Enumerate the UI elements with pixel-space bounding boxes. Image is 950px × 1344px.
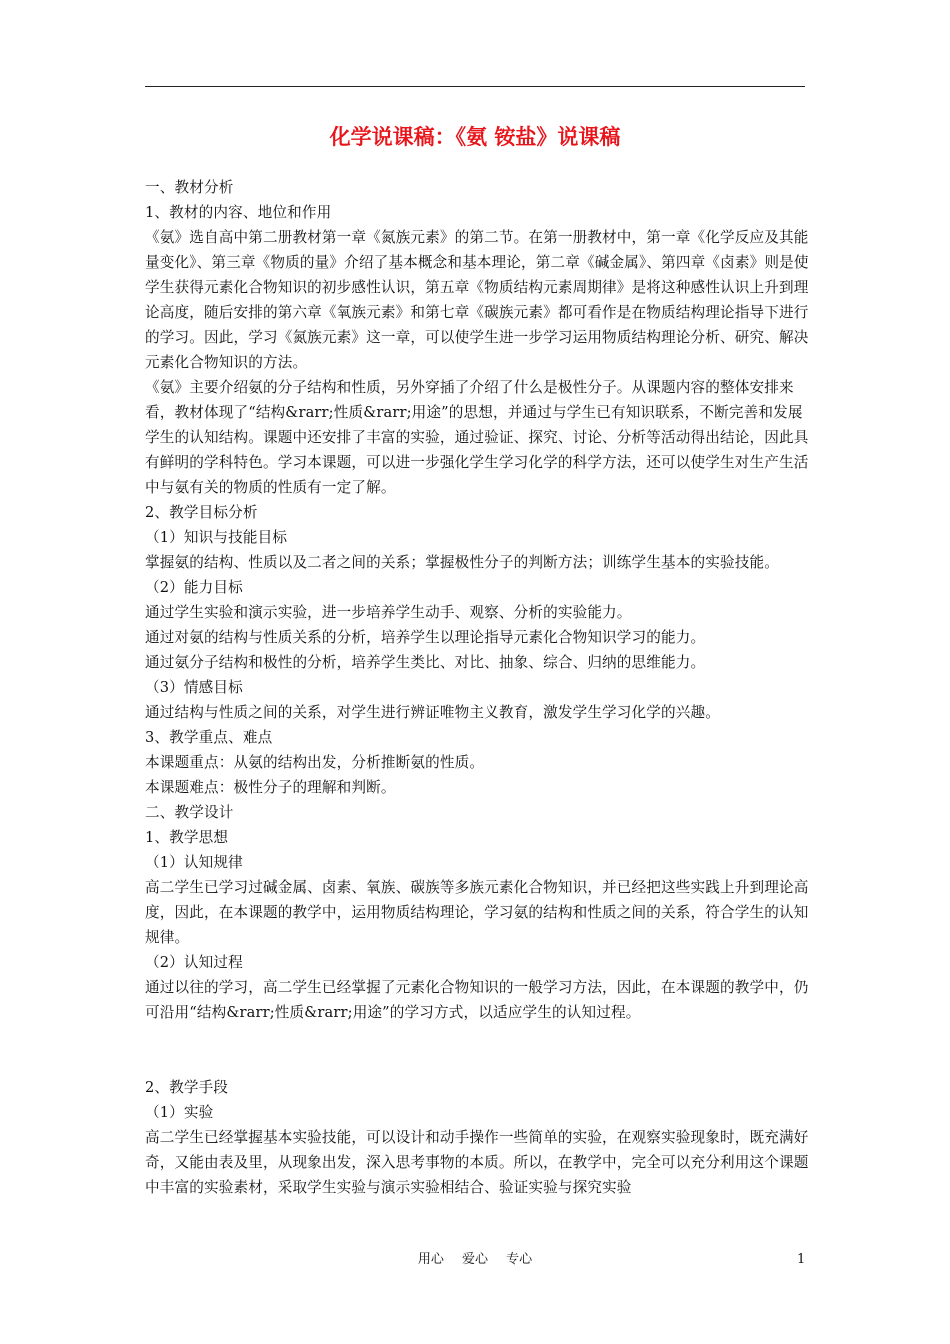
paragraph: 本课题重点：从氨的结构出发，分析推断氨的性质。 xyxy=(145,754,485,771)
paragraph: （1）实验 xyxy=(145,1104,214,1121)
page-footer xyxy=(0,1250,950,1270)
paragraph: 3、教学重点、难点 xyxy=(145,729,273,746)
paragraph: （3）情感目标 xyxy=(145,679,243,696)
document-body xyxy=(145,175,810,1200)
paragraph: （1）认知规律 xyxy=(145,854,243,871)
paragraph: 通过学生实验和演示实验，进一步培养学生动手、观察、分析的实验能力。 xyxy=(145,604,632,621)
paragraph: 通过结构与性质之间的关系，对学生进行辨证唯物主义教育，激发学生学习化学的兴趣。 xyxy=(145,704,721,721)
paragraph: 一、教材分析 xyxy=(145,179,234,196)
paragraph: 2、教学目标分析 xyxy=(145,504,258,521)
page-number: 1 xyxy=(797,1252,806,1267)
paragraph: 通过氨分子结构和极性的分析，培养学生类比、对比、抽象、综合、归纳的思维能力。 xyxy=(145,654,706,671)
paragraph: （1）知识与技能目标 xyxy=(145,529,288,546)
paragraph: 通过对氨的结构与性质关系的分析，培养学生以理论指导元素化合物知识学习的能力。 xyxy=(145,629,706,646)
paragraph: 高二学生已学习过碱金属、卤素、氧族、碳族等多族元素化合物知识，并已经把这些实践上升到理论高度，因此，在本课题的教学中，运用物质结构理论，学习氨的结构和性质之间的关系，符合学生的认知规律。 xyxy=(145,879,809,946)
paragraph: （2）认知过程 xyxy=(145,954,243,971)
paragraph: 《氨》选自高中第二册教材第一章《氮族元素》的第二节。在第一册教材中，第一章《化学反应及其能量变化》、第三章《物质的量》介绍了基本概念和基本理论，第二章《碱金属》、第四章《卤素》则是使学生获得元素化合物知识的初步感性认识，第五章《物质结构元素周期律》是将这种感性认识上升到理论高度，随后安排的第六章《氧族元素》和第七章《碳族元素》都可看作是在物质结构理论指导下进行的学习。因此，学习《氮族元素》这一章，可以使学生进一步学习运用物质结构理论分析、研究、解决元素化合物知识的方法。 xyxy=(145,229,809,371)
document-title: 化学说课稿：《氨 铵盐》说课稿 xyxy=(329,125,621,149)
body-section-bottom xyxy=(145,1075,810,1200)
paragraph-gap xyxy=(145,1025,810,1075)
body-section-top xyxy=(145,175,810,1025)
paragraph: 掌握氨的结构、性质以及二者之间的关系；掌握极性分子的判断方法；训练学生基本的实验技能。 xyxy=(145,554,779,571)
paragraph: 2、教学手段 xyxy=(145,1079,229,1096)
paragraph: 1、教学思想 xyxy=(145,829,229,846)
paragraph: 《氨》主要介绍氨的分子结构和性质，另外穿插了介绍了什么是极性分子。从课题内容的整体安排来看，教材体现了“结构&rarr;性质&rarr;用途”的思想，并通过与学生已有知识联系，不断完善和发展学生的认知结构。课题中还安排了丰富的实验，通过验证、探究、讨论、分析等活动得出结论，因此具有鲜明的学科特色。学习本课题，可以进一步强化学生学习化学的科学方法，还可以使学生对生产生活中与氨有关的物质的性质有一定了解。 xyxy=(145,379,809,496)
paragraph: 二、教学设计 xyxy=(145,804,234,821)
paragraph: （2）能力目标 xyxy=(145,579,243,596)
paragraph: 高二学生已经掌握基本实验技能，可以设计和动手操作一些简单的实验，在观察实验现象时，既充满好奇，又能由表及里，从现象出发，深入思考事物的本质。所以，在教学中，完全可以充分利用这个课题中丰富的实验素材，采取学生实验与演示实验相结合、验证实验与探究实验 xyxy=(145,1129,809,1196)
paragraph: 1、教材的内容、地位和作用 xyxy=(145,204,332,221)
paragraph: 本课题难点：极性分子的理解和判断。 xyxy=(145,779,396,796)
footer-motto: 用心 爱心 专心 xyxy=(417,1252,533,1267)
header-rule xyxy=(145,86,805,87)
paragraph: 通过以往的学习，高二学生已经掌握了元素化合物知识的一般学习方法，因此，在本课题的教学中，仍可沿用“结构&rarr;性质&rarr;用途”的学习方式，以适应学生的认知过程。 xyxy=(145,979,809,1021)
